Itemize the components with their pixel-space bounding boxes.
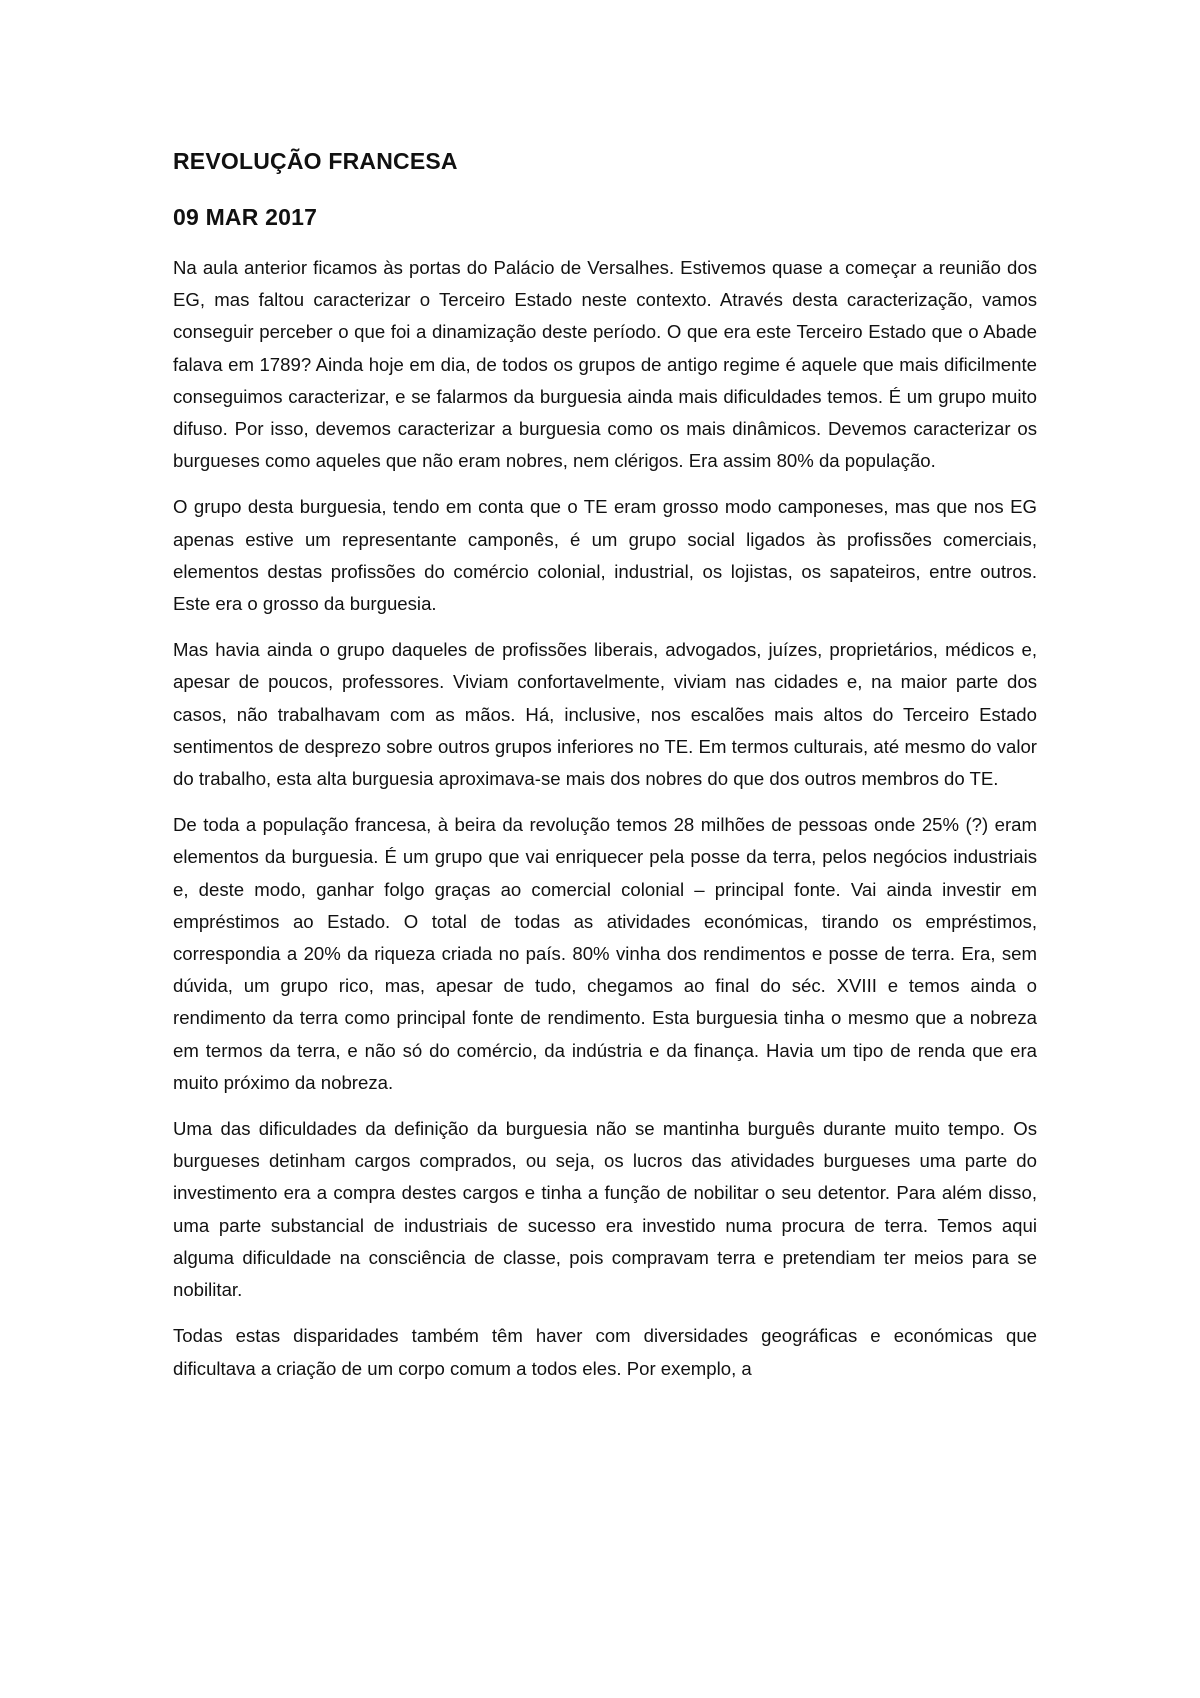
document-body bbox=[173, 146, 1037, 1399]
paragraph-5: Uma das dificuldades da definição da burguesia não se mantinha burguês durante muito tempo. Os burgueses detinham cargos comprados, ou seja, os lucros das atividades burgueses uma parte do investimento era a compra destes cargos e tinha a função de nobilitar o seu detentor. Para além disso, uma parte substancial de industriais de sucesso era investido numa procura de terra. Temos aqui alguma dificuldade na consciência de classe, pois compravam terra e pretendiam ter meios para se nobilitar. bbox=[173, 1118, 1037, 1301]
paragraph-1: Na aula anterior ficamos às portas do Palácio de Versalhes. Estivemos quase a começar a reunião dos EG, mas faltou caracterizar o Terceiro Estado neste contexto. Através desta caracterização, vamos conseguir perceber o que foi a dinamização deste período. O que era este Terceiro Estado que o Abade falava em 1789? Ainda hoje em dia, de todos os grupos de antigo regime é aquele que mais dificilmente conseguimos caracterizar, e se falarmos da burguesia ainda mais dificuldades temos. É um grupo muito difuso. Por isso, devemos caracterizar a burguesia como os mais dinâmicos. Devemos caracterizar os burgueses como aqueles que não eram nobres, nem clérigos. Era assim 80% da população. bbox=[173, 257, 1037, 472]
document-title: REVOLUÇÃO FRANCESA bbox=[173, 148, 458, 174]
paragraph-2: O grupo desta burguesia, tendo em conta que o TE eram grosso modo camponeses, mas que nos EG apenas estive um representante camponês, é um grupo social ligados às profissões comerciais, elementos destas profissões do comércio colonial, industrial, os lojistas, os sapateiros, entre outros. Este era o grosso da burguesia. bbox=[173, 496, 1037, 615]
paragraph-6: Todas estas disparidades também têm haver com diversidades geográficas e económicas que dificultava a criação de um corpo comum a todos eles. Por exemplo, a bbox=[173, 1325, 1037, 1379]
paragraph-4: De toda a população francesa, à beira da revolução temos 28 milhões de pessoas onde 25% (?) eram elementos da burguesia. É um grupo que vai enriquecer pela posse da terra, pelos negócios industriais e, deste modo, ganhar folgo graças ao comercial colonial – principal fonte. Vai ainda investir em empréstimos ao Estado. O total de todas as atividades económicas, tirando os empréstimos, correspondia a 20% da riqueza criada no país. 80% vinha dos rendimentos e posse de terra. Era, sem dúvida, um grupo rico, mas, apesar de tudo, chegamos ao final do séc. XVIII e temos ainda o rendimento da terra como principal fonte de rendimento. Esta burguesia tinha o mesmo que a nobreza em termos da terra, e não só do comércio, da indústria e da finança. Havia um tipo de renda que era muito próximo da nobreza. bbox=[173, 814, 1037, 1093]
document-date: 09 MAR 2017 bbox=[173, 204, 318, 230]
paragraph-3: Mas havia ainda o grupo daqueles de profissões liberais, advogados, juízes, proprietários, médicos e, apesar de poucos, professores. Viviam confortavelmente, viviam nas cidades e, na maior parte dos casos, não trabalhavam com as mãos. Há, inclusive, nos escalões mais altos do Terceiro Estado sentimentos de desprezo sobre outros grupos inferiores no TE. Em termos culturais, até mesmo do valor do trabalho, esta alta burguesia aproximava-se mais dos nobres do que dos outros membros do TE. bbox=[173, 639, 1037, 790]
